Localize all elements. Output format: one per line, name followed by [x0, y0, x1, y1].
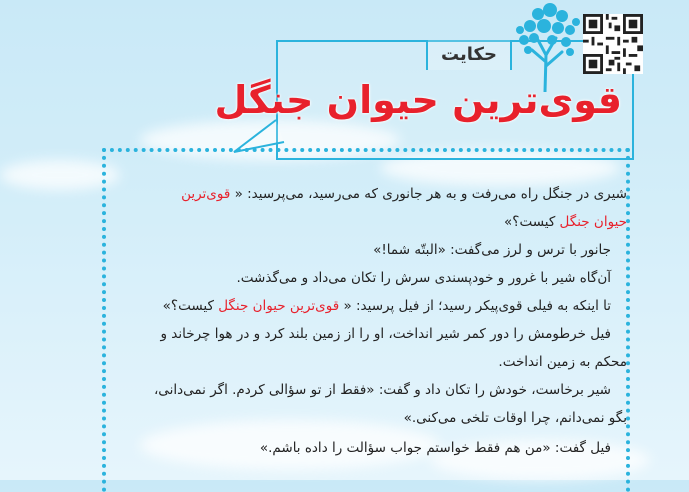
page-title: قوی‌ترین حیوان جنگل [214, 78, 622, 122]
story-line: محکم به زمین انداخت. [498, 354, 627, 370]
tree-icon [508, 0, 586, 92]
qr-code[interactable] [583, 14, 643, 74]
story-line: شیر برخاست، خودش را تکان داد و گفت: «فقط از تو سؤالی کردم. اگر نمی‌دانی، [153, 382, 611, 398]
story-line: آن‌گاه شیر با غرور و خودپسندی سرش را تکان می‌داد و می‌گذشت. [236, 270, 611, 286]
section-label: حکایت [440, 44, 497, 65]
story-line: حیوان جنگل کیست؟» [504, 214, 627, 230]
story-line: شیری در جنگل راه می‌رفت و به هر جانوری که می‌رسید، می‌پرسید: « قوی‌ترین [181, 186, 627, 202]
story-line: بگو نمی‌دانم، چرا اوقات تلخی می‌کنی.» [403, 410, 627, 426]
story-line: جانور با ترس و لرز می‌گفت: «البتّه شما!» [373, 242, 611, 258]
story-line: فیل خرطومش را دور کمر شیر انداخت، او را از زمین بلند کرد و در هوا چرخاند و [160, 326, 611, 342]
story-line: تا اینکه به فیلی قوی‌پیکر رسید؛ از فیل پرسید: « قوی‌ترین حیوان جنگل کیست؟» [162, 298, 611, 314]
story-line: فیل گفت: «من هم فقط خواستم جواب سؤالت را داده باشم.» [259, 440, 611, 456]
